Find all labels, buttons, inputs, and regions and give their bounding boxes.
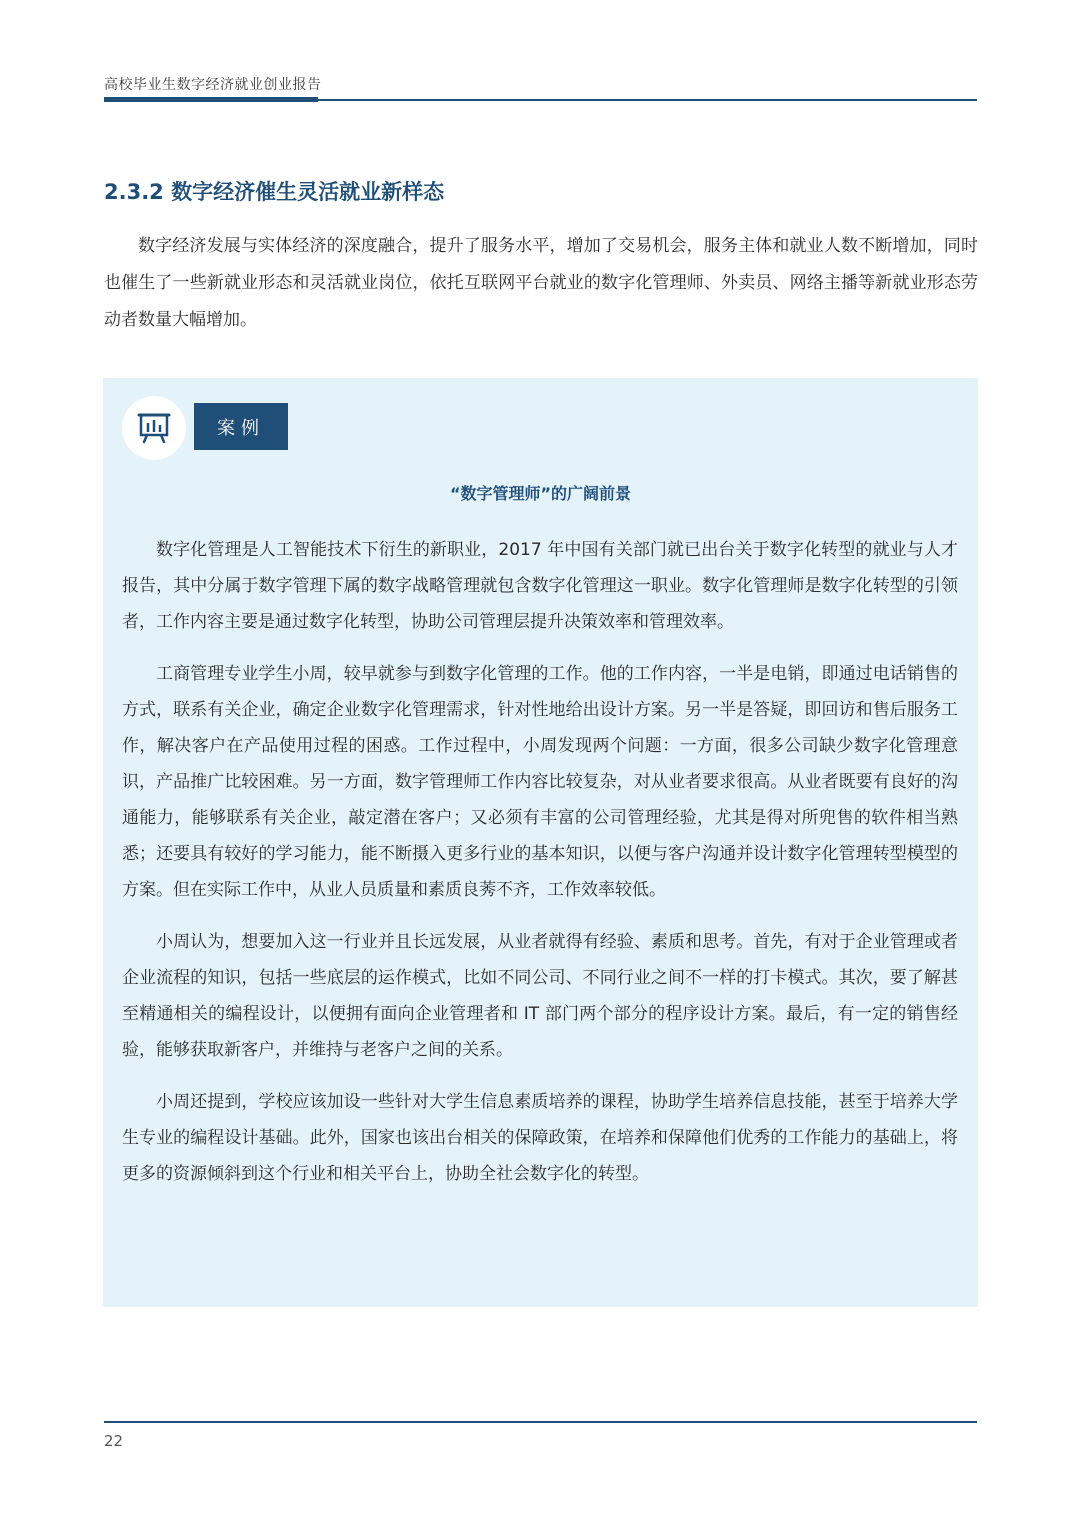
case-paragraph-4: 小周还提到，学校应该加设一些针对大学生信息素质培养的课程，协助学生培养信息技能，甚至于培养大学生专业的编程设计基础。此外，国家也该出台相关的保障政策，在培养和保障他们优秀的工作能力的基础上，将更多的资源倾斜到这个行业和相关平台上，协助全社会数字化的转型。 bbox=[122, 1092, 958, 1184]
page-number: 22 bbox=[104, 1432, 124, 1450]
footer-divider bbox=[104, 1421, 977, 1423]
case-label-badge: 案例 bbox=[194, 403, 288, 450]
case-paragraph-1: 数字化管理是人工智能技术下衍生的新职业，2017 年中国有关部门就已出台关于数字化转型的就业与人才报告，其中分属于数字管理下属的数字战略管理就包含数字化管理这一职业。数字化管理师是数字化转型的引领者，工作内容主要是通过数字化转型，协助公司管理层提升决策效率和管理效率。 bbox=[122, 540, 958, 632]
header-accent-bar bbox=[104, 97, 318, 102]
report-header-title: 高校毕业生数字经济就业创业报告 bbox=[104, 77, 322, 93]
section-title: 2.3.2 数字经济催生灵活就业新样态 bbox=[104, 180, 445, 204]
case-paragraph-3: 小周认为，想要加入这一行业并且长远发展，从业者就得有经验、素质和思考。首先，有对于企业管理或者企业流程的知识，包括一些底层的运作模式，比如不同公司、不同行业之间不一样的打卡模式。其次，要了解甚至精通相关的编程设计，以便拥有面向企业管理者和 IT 部门两个部分的程序设计方案。最后，有一定的销售经验，能够获取新客户，并维持与老客户之间的关系。 bbox=[122, 932, 958, 1060]
case-body bbox=[122, 532, 958, 1208]
case-title: “数字管理师”的广阔前景 bbox=[449, 484, 632, 503]
section-intro-paragraph: 数字经济发展与实体经济的深度融合，提升了服务水平，增加了交易机会，服务主体和就业人数不断增加，同时也催生了一些新就业形态和灵活就业岗位，依托互联网平台就业的数字化管理师、外卖员、网络主播等新就业形态劳动者数量大幅增加。 bbox=[104, 236, 978, 330]
chart-board-icon bbox=[122, 396, 186, 460]
case-paragraph-2: 工商管理专业学生小周，较早就参与到数字化管理的工作。他的工作内容，一半是电销，即通过电话销售的方式，联系有关企业，确定企业数字化管理需求，针对性地给出设计方案。另一半是答疑，即回访和售后服务工作，解决客户在产品使用过程的困惑。工作过程中，小周发现两个问题：一方面，很多公司缺少数字化管理意识，产品推广比较困难。另一方面，数字管理师工作内容比较复杂，对从业者要求很高。从业者既要有良好的沟通能力，能够联系有关企业，敲定潜在客户；又必须有丰富的公司管理经验，尤其是得对所兜售的软件相当熟悉；还要具有较好的学习能力，能不断摄入更多行业的基本知识，以便与客户沟通并设计数字化管理转型模型的方案。但在实际工作中，从业人员质量和素质良莠不齐，工作效率较低。 bbox=[122, 664, 958, 900]
